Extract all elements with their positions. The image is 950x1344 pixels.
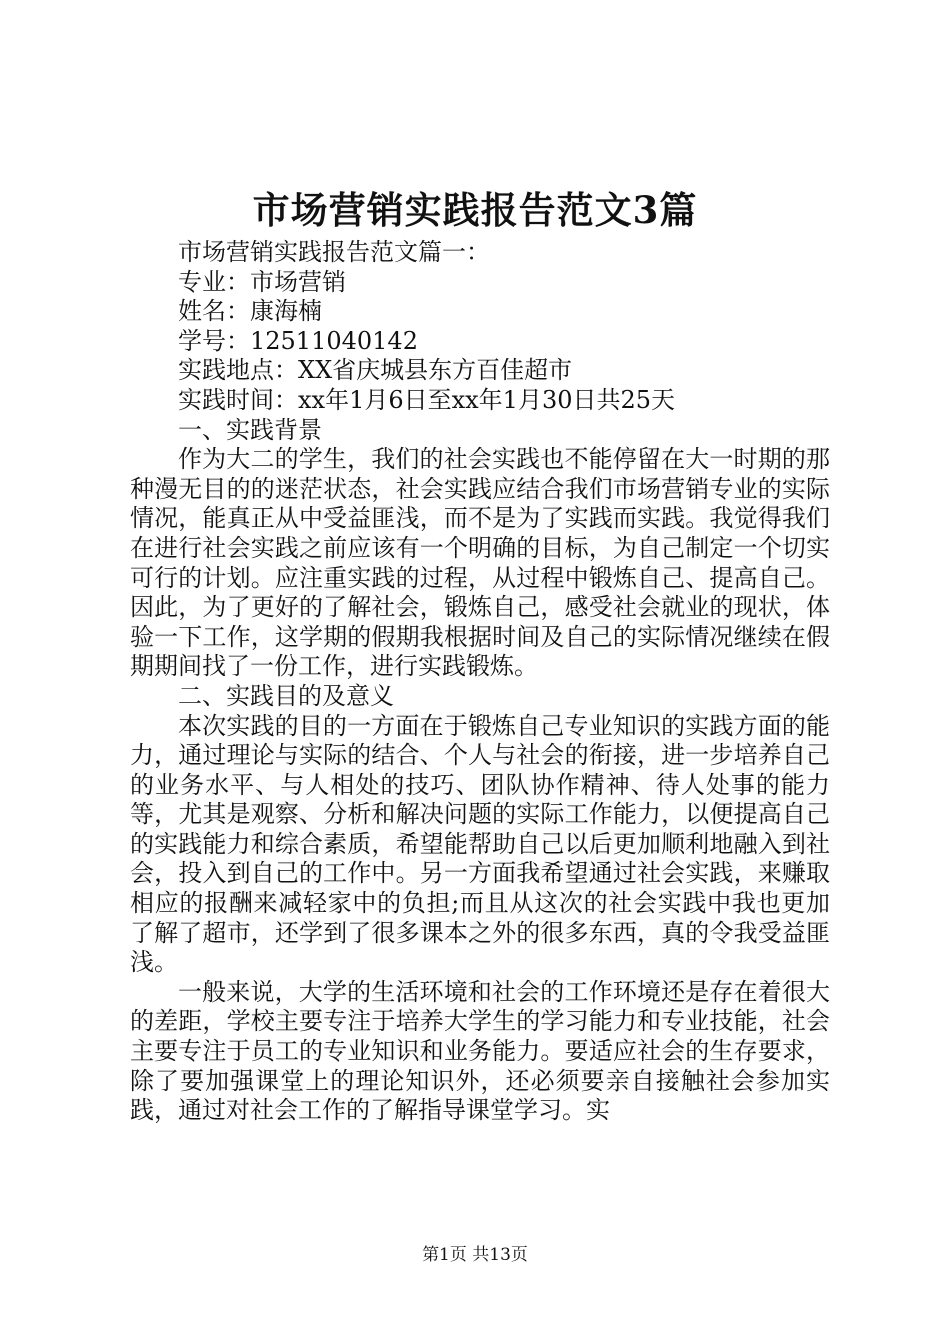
page-indicator: 第1页 共13页 (422, 1245, 528, 1265)
essay-heading: 市场营销实践报告范文篇一： (178, 238, 490, 266)
info-time: 实践时间：xx年1月6日至xx年1月30日共25天 (178, 385, 676, 414)
paragraph-purpose: 本次实践的目的一方面在于锻炼自己专业知识的实践方面的能力，通过理论与实际的结合、个人与社会的衔接，进一步培养自己的业务水平、与人相处的技巧、团队协作精神、待人处事的能力等，尤其是观察、分析和解决问题的实际工作能力，以便提高自己的实践能力和综合素质，希望能帮助自己以后更加顺利地融入到社会，投入到自己的工作中。另一方面我希望通过社会实践，来赚取相应的报酬来减轻家中的负担;而且从这次的社会实践中我也更加了解了超市，还学到了很多课本之外的很多东西，真的令我受益匪浅。 (130, 711, 830, 977)
document-title: 市场营销实践报告范文3篇 (252, 188, 698, 232)
info-name: 姓名：康海楠 (178, 297, 322, 326)
info-location: 实践地点：XX省庆城县东方百佳超市 (178, 356, 573, 385)
info-student-id: 学号：12511040142 (178, 326, 418, 355)
document-body (130, 238, 830, 1126)
section-heading-purpose: 二、实践目的及意义 (178, 681, 394, 710)
paragraph-environment: 一般来说，大学的生活环境和社会的工作环境还是存在着很大的差距，学校主要专注于培养大学生的学习能力和专业技能，社会主要专注于员工的专业知识和业务能力。要适应社会的生存要求，除了要加强课堂上的理论知识外，还必须要亲自接触社会参加实践，通过对社会工作的了解指导课堂学习。实 (130, 977, 830, 1125)
info-major: 专业：市场营销 (178, 267, 346, 296)
section-heading-background: 一、实践背景 (178, 415, 322, 444)
paragraph-background: 作为大二的学生，我们的社会实践也不能停留在大一时期的那种漫无目的的迷茫状态，社会实践应结合我们市场营销专业的实际情况，能真正从中受益匪浅，而不是为了实践而实践。我觉得我们在进行社会实践之前应该有一个明确的目标，为自己制定一个切实可行的计划。应注重实践的过程，从过程中锻炼自己、提高自己。因此，为了更好的了解社会，锻炼自己，感受社会就业的现状，体验一下工作，这学期的假期我根据时间及自己的实际情况继续在假期期间找了一份工作，进行实践锻炼。 (130, 445, 830, 681)
